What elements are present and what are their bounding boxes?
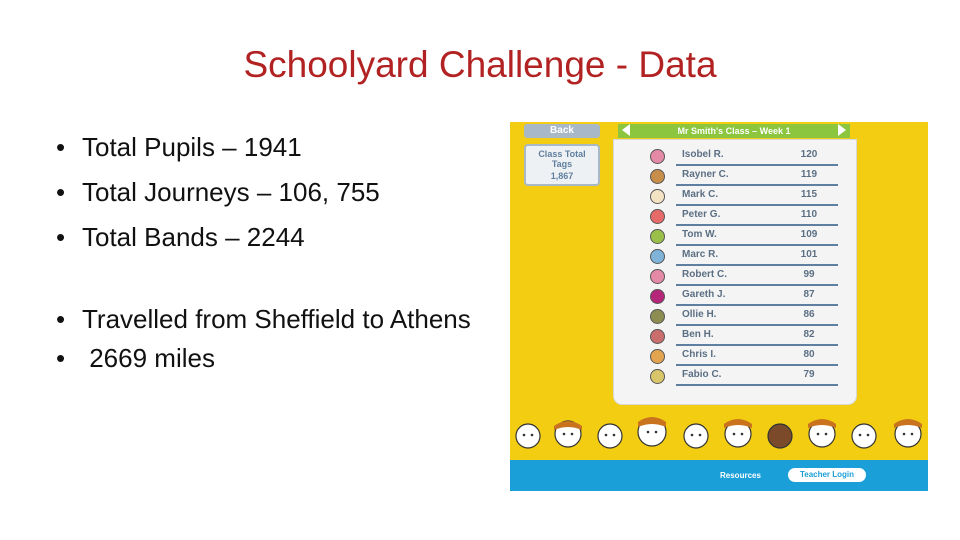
resources-link[interactable]: Resources	[720, 471, 761, 480]
class-total-value: 1,867	[550, 171, 574, 181]
row-divider	[676, 384, 838, 386]
leaderboard-row	[614, 146, 856, 166]
pupil-score: 109	[800, 229, 818, 240]
leaderboard-screenshot	[510, 122, 928, 491]
pupil-score: 82	[803, 329, 815, 340]
pupil-name: Gareth J.	[682, 289, 726, 300]
pupil-score: 86	[803, 309, 815, 320]
avatar-icon	[650, 309, 665, 324]
pupil-name: Marc R.	[682, 249, 719, 260]
leaderboard-row	[614, 286, 856, 306]
avatar-icon	[650, 229, 665, 244]
avatar-icon	[650, 169, 665, 184]
leaderboard-list	[614, 140, 856, 404]
class-total-label-1: Class Total	[538, 149, 586, 159]
pupil-name: Ben H.	[682, 329, 714, 340]
bullet-dot: •	[56, 222, 66, 253]
avatar-icon	[650, 329, 665, 344]
leaderboard-row	[614, 346, 856, 366]
leaderboard-row	[614, 166, 856, 186]
bottom-bar	[510, 460, 928, 491]
slide-title: Schoolyard Challenge - Data	[243, 44, 717, 85]
leaderboard-row	[614, 246, 856, 266]
pupil-name: Peter G.	[682, 209, 721, 220]
bullet-miles: • 2669 miles	[56, 342, 215, 373]
avatar-icon	[650, 249, 665, 264]
pupil-name: Ollie H.	[682, 309, 717, 320]
pupil-score: 87	[803, 289, 815, 300]
bullet-dot: •	[56, 342, 66, 373]
avatar-icon	[650, 369, 665, 384]
bullet-total-pupils: • Total Pupils – 1941	[56, 132, 302, 162]
avatar-icon	[650, 149, 665, 164]
avatar-icon	[650, 269, 665, 284]
pupil-score: 101	[800, 249, 818, 260]
avatar-icon	[650, 349, 665, 364]
pupil-name: Isobel R.	[682, 149, 724, 160]
leaderboard-row	[614, 206, 856, 226]
leaderboard-row	[614, 186, 856, 206]
pupil-score: 110	[800, 209, 818, 220]
pupil-score: 120	[800, 149, 818, 160]
next-week-arrow-icon[interactable]	[838, 124, 846, 136]
pupil-score: 79	[803, 369, 815, 380]
class-header: Mr Smith's Class – Week 1	[618, 124, 850, 138]
bullet-list	[56, 132, 476, 382]
journey-bullets	[56, 304, 476, 374]
pupil-name: Chris I.	[682, 349, 716, 360]
bullet-dot: •	[56, 177, 66, 208]
pupil-score: 99	[803, 269, 815, 280]
pupil-score: 119	[800, 169, 818, 180]
pupil-score: 80	[803, 349, 815, 360]
back-button[interactable]: Back	[524, 124, 600, 138]
pupil-name: Mark C.	[682, 189, 719, 200]
leaderboard-row	[614, 326, 856, 346]
leaderboard-row	[614, 226, 856, 246]
bullet-total-journeys: • Total Journeys – 106, 755	[56, 177, 380, 208]
pupil-name: Robert C.	[682, 269, 727, 280]
bullet-route: • Travelled from Sheffield to Athens	[56, 303, 471, 334]
leaderboard-row	[614, 266, 856, 286]
children-illustration	[510, 414, 928, 460]
stats-bullets	[56, 132, 476, 254]
previous-week-arrow-icon[interactable]	[622, 124, 630, 136]
leaderboard-row	[614, 306, 856, 326]
pupil-name: Rayner C.	[682, 169, 729, 180]
teacher-login-button[interactable]: Teacher Login	[788, 468, 866, 482]
bullet-dot: •	[56, 303, 66, 334]
avatar-icon	[650, 189, 665, 204]
leaderboard-row	[614, 366, 856, 386]
pupil-name: Tom W.	[682, 229, 717, 240]
bullet-total-bands: • Total Bands – 2244	[56, 222, 305, 253]
class-total-box	[524, 144, 600, 186]
bullet-dot: •	[56, 132, 66, 162]
avatar-icon	[650, 289, 665, 304]
pupil-score: 115	[800, 189, 818, 200]
class-total-label-2: Tags	[551, 159, 573, 169]
pupil-name: Fabio C.	[682, 369, 722, 380]
avatar-icon	[650, 209, 665, 224]
